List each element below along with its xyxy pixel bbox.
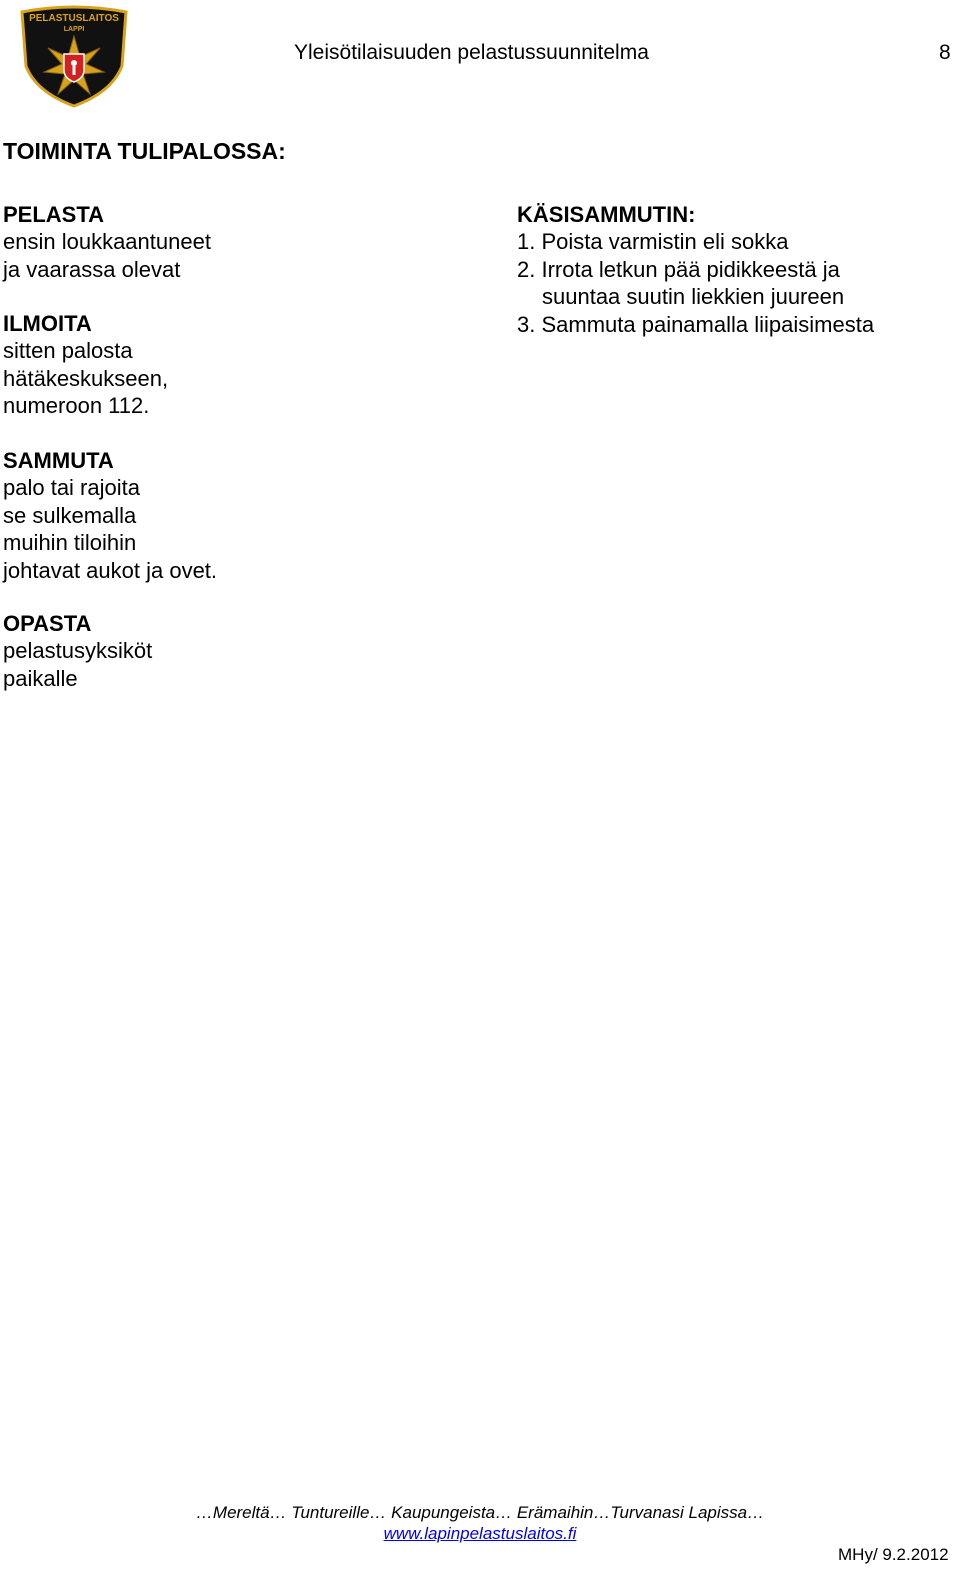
extinguisher-step-2: 2. Irrota letkun pää pidikkeestä ja — [517, 256, 840, 282]
instruction-opasta — [3, 610, 152, 692]
instruction-heading: PELASTA — [3, 202, 105, 227]
pelastuslaitos-lappi-logo — [18, 4, 130, 108]
instruction-heading: ILMOITA — [3, 311, 92, 336]
instruction-line: palo tai rajoita — [3, 475, 140, 501]
extinguisher-heading: KÄSISAMMUTIN: — [517, 202, 696, 227]
page-number: 8 — [939, 41, 951, 64]
instruction-pelasta — [3, 201, 211, 283]
instruction-line: hätäkeskukseen, — [3, 365, 169, 391]
instruction-line: johtavat aukot ja ovet. — [3, 557, 218, 583]
instruction-line: se sulkemalla — [3, 502, 137, 528]
instruction-line: pelastusyksiköt — [3, 638, 153, 664]
instruction-line: ja vaarassa olevat — [3, 256, 181, 282]
website-link[interactable]: www.lapinpelastuslaitos.fi — [383, 1524, 577, 1543]
footer-signature: MHy/ 9.2.2012 — [838, 1545, 949, 1564]
instruction-heading: OPASTA — [3, 611, 92, 636]
logo-text-top: PELASTUSLAITOS — [29, 13, 119, 24]
instruction-heading: SAMMUTA — [3, 448, 114, 473]
instruction-sammuta — [3, 447, 217, 584]
footer-slogan: …Mereltä… Tuntureille… Kaupungeista… Erämaihin…Turvanasi Lapissa… — [195, 1503, 765, 1522]
instruction-line: sitten palosta — [3, 338, 133, 364]
section-title: TOIMINTA TULIPALOSSA: — [3, 138, 286, 164]
instruction-line: ensin loukkaantuneet — [3, 229, 211, 255]
extinguisher-step-2-continued: suuntaa suutin liekkien juureen — [542, 284, 845, 310]
extinguisher-step-3: 3. Sammuta painamalla liipaisimesta — [517, 311, 875, 337]
instruction-line: muihin tiloihin — [3, 530, 137, 556]
extinguisher-step-1: 1. Poista varmistin eli sokka — [517, 229, 789, 255]
instruction-line: paikalle — [3, 665, 78, 691]
instruction-line: numeroon 112. — [3, 393, 150, 419]
document-title: Yleisötilaisuuden pelastussuunnitelma — [294, 41, 649, 64]
instruction-ilmoita — [3, 310, 168, 420]
extinguisher-instructions — [517, 201, 874, 338]
logo-text-bottom: LAPPI — [63, 26, 85, 33]
